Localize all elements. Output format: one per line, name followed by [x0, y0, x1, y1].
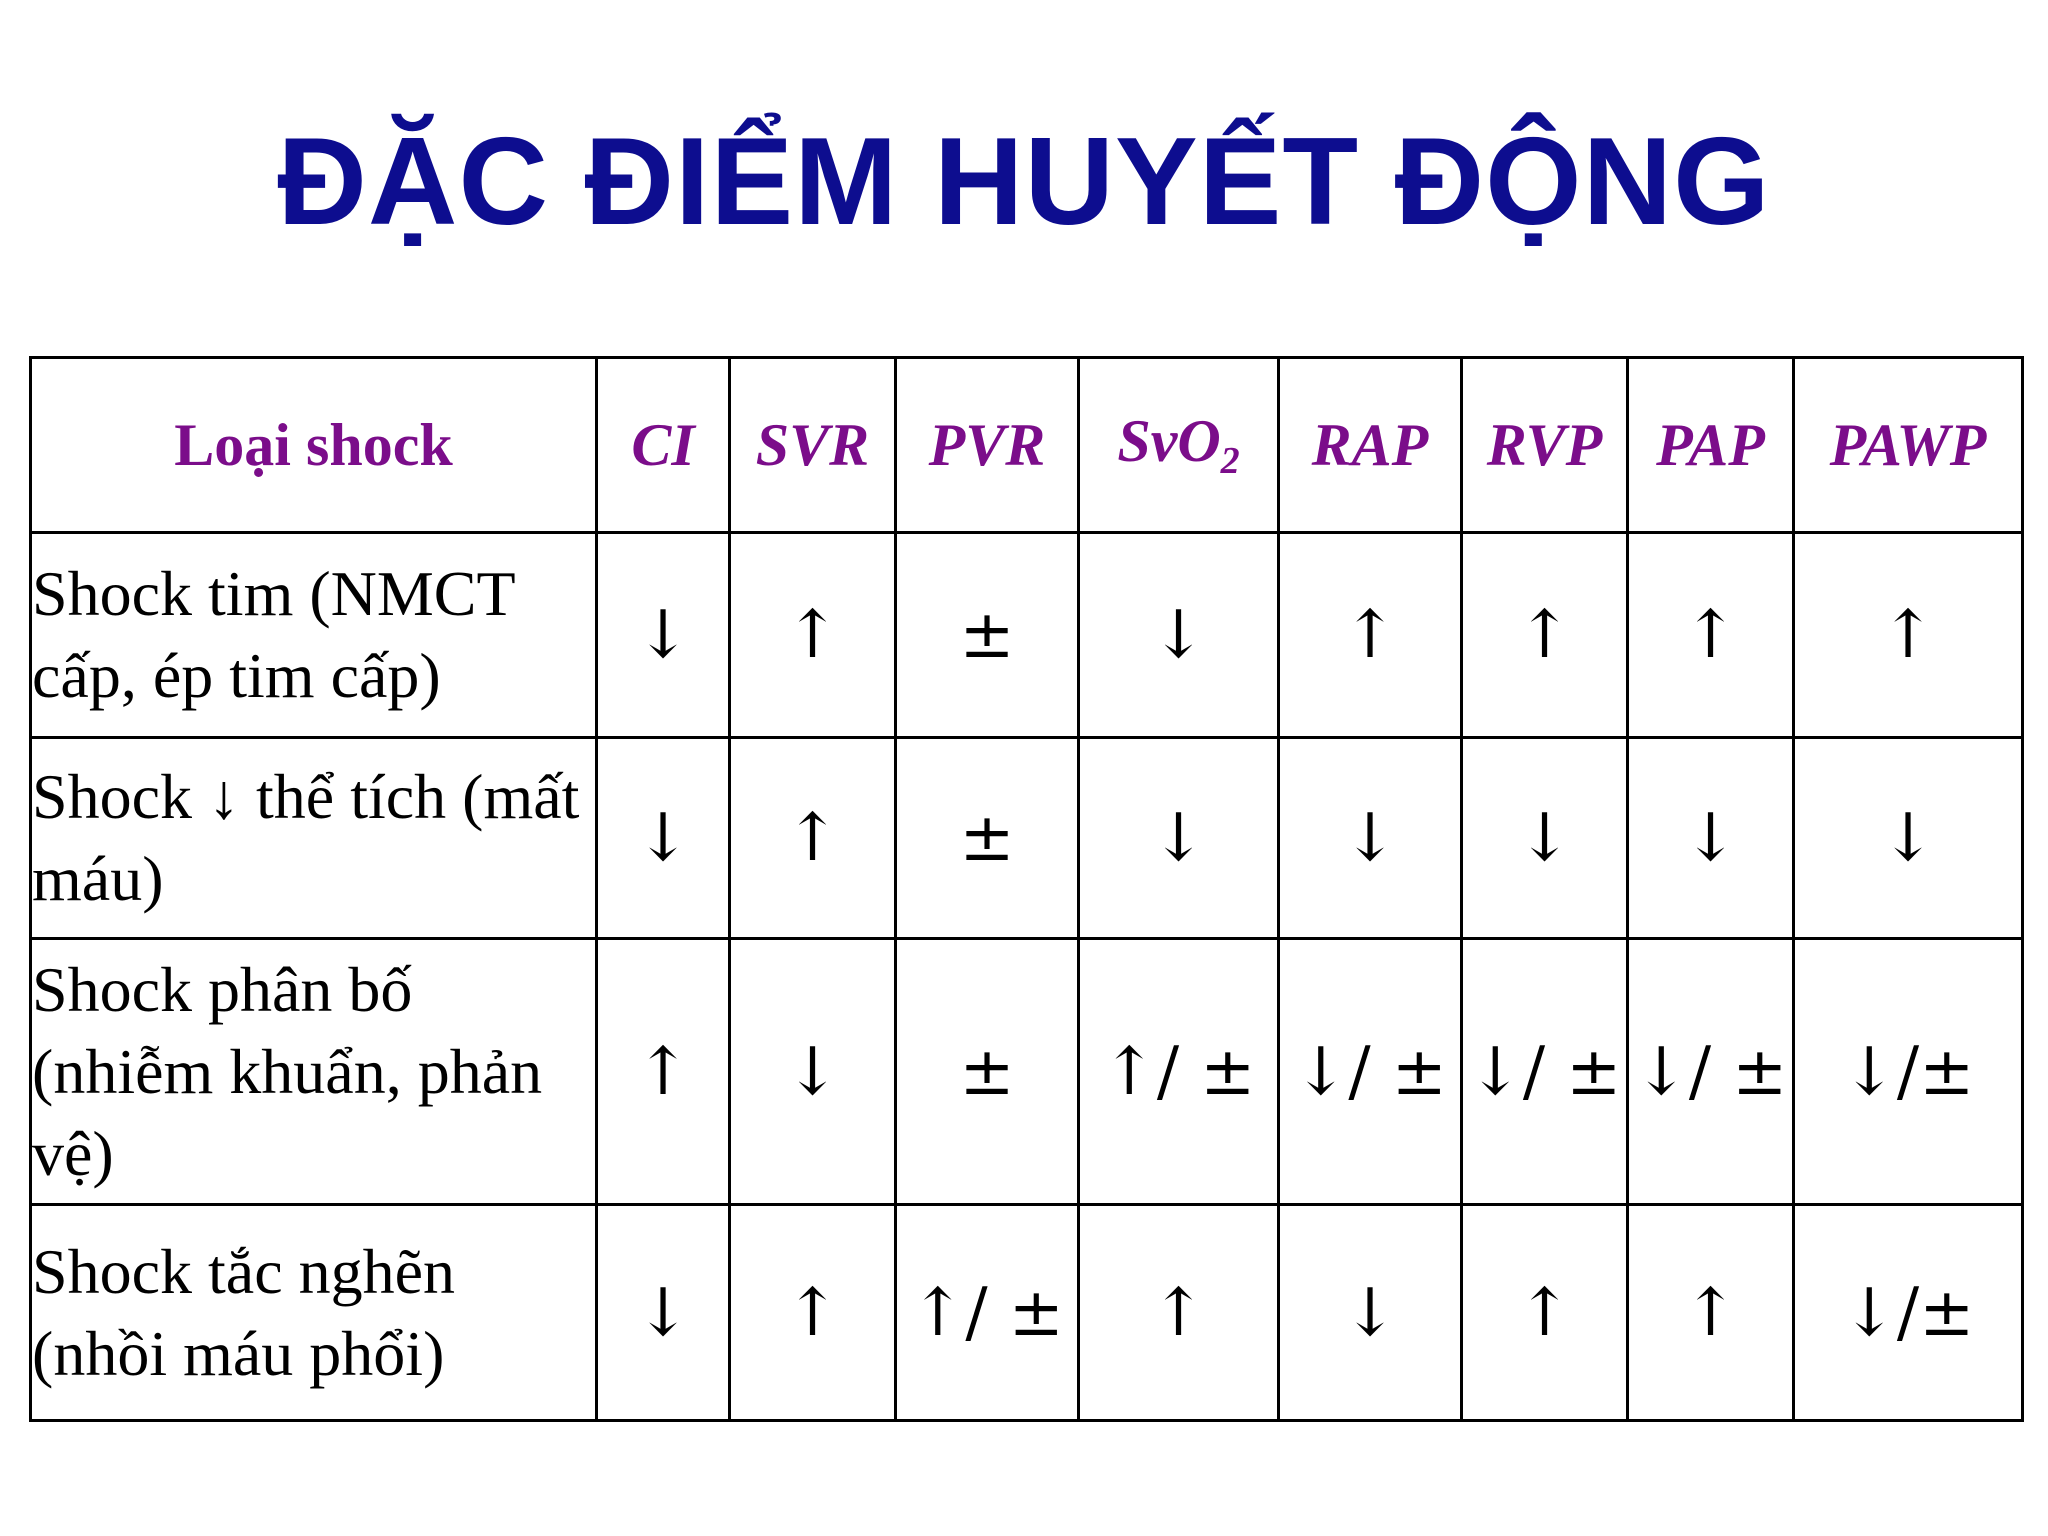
cell-rvp: ↑: [1462, 1205, 1628, 1421]
cell-pawp: ↑: [1794, 533, 2023, 738]
cell-rap: ↓: [1279, 1205, 1462, 1421]
cell-pap: ↓: [1628, 738, 1794, 939]
cell-rap: ↓/ ±: [1279, 939, 1462, 1205]
cell-pawp: ↓/±: [1794, 939, 2023, 1205]
cell-svr: ↓: [730, 939, 896, 1205]
header-shock-type: Loại shock: [31, 358, 597, 533]
row-shock-type: Shock phân bố (nhiễm khuẩn, phản vệ): [31, 939, 597, 1205]
table-header-row: [31, 358, 2023, 533]
slide-title: ĐẶC ĐIỂM HUYẾT ĐỘNG: [277, 113, 1771, 251]
cell-ci: ↓: [597, 1205, 730, 1421]
cell-pap: ↑: [1628, 1205, 1794, 1421]
cell-ci: ↓: [597, 738, 730, 939]
header-pawp: PAWP: [1794, 358, 2023, 533]
cell-svo2: ↑/ ±: [1079, 939, 1279, 1205]
cell-pvr: ↑/ ±: [896, 1205, 1079, 1421]
cell-pvr: ±: [896, 533, 1079, 738]
cell-rvp: ↓/ ±: [1462, 939, 1628, 1205]
cell-svo2: ↓: [1079, 533, 1279, 738]
header-svo2-subscript: 2: [1220, 440, 1240, 482]
header-ci: CI: [597, 358, 730, 533]
cell-ci: ↓: [597, 533, 730, 738]
cell-rvp: ↓: [1462, 738, 1628, 939]
header-rvp: RVP: [1462, 358, 1628, 533]
cell-pawp: ↓/±: [1794, 1205, 2023, 1421]
cell-svo2: ↓: [1079, 738, 1279, 939]
hemodynamics-table: [29, 356, 2024, 1422]
table-row: [31, 1205, 2023, 1421]
header-rap: RAP: [1279, 358, 1462, 533]
cell-pvr: ±: [896, 738, 1079, 939]
cell-pawp: ↓: [1794, 738, 2023, 939]
table-row: [31, 738, 2023, 939]
header-pap: PAP: [1628, 358, 1794, 533]
header-svr: SVR: [730, 358, 896, 533]
row-shock-type: Shock tim (NMCT cấp, ép tim cấp): [31, 533, 597, 738]
cell-pap: ↓/ ±: [1628, 939, 1794, 1205]
cell-ci: ↑: [597, 939, 730, 1205]
row-shock-type: Shock tắc nghẽn (nhồi máu phổi): [31, 1205, 597, 1421]
header-svo2: [1079, 358, 1279, 533]
cell-pvr: ±: [896, 939, 1079, 1205]
table-row: [31, 533, 2023, 738]
row-shock-type: Shock ↓ thể tích (mất máu): [31, 738, 597, 939]
table-row: [31, 939, 2023, 1205]
header-pvr: PVR: [896, 358, 1079, 533]
cell-svr: ↑: [730, 533, 896, 738]
cell-svo2: ↑: [1079, 1205, 1279, 1421]
cell-svr: ↑: [730, 738, 896, 939]
cell-svr: ↑: [730, 1205, 896, 1421]
cell-rvp: ↑: [1462, 533, 1628, 738]
header-svo2-text: SvO: [1117, 408, 1221, 474]
cell-rap: ↓: [1279, 738, 1462, 939]
cell-rap: ↑: [1279, 533, 1462, 738]
cell-pap: ↑: [1628, 533, 1794, 738]
